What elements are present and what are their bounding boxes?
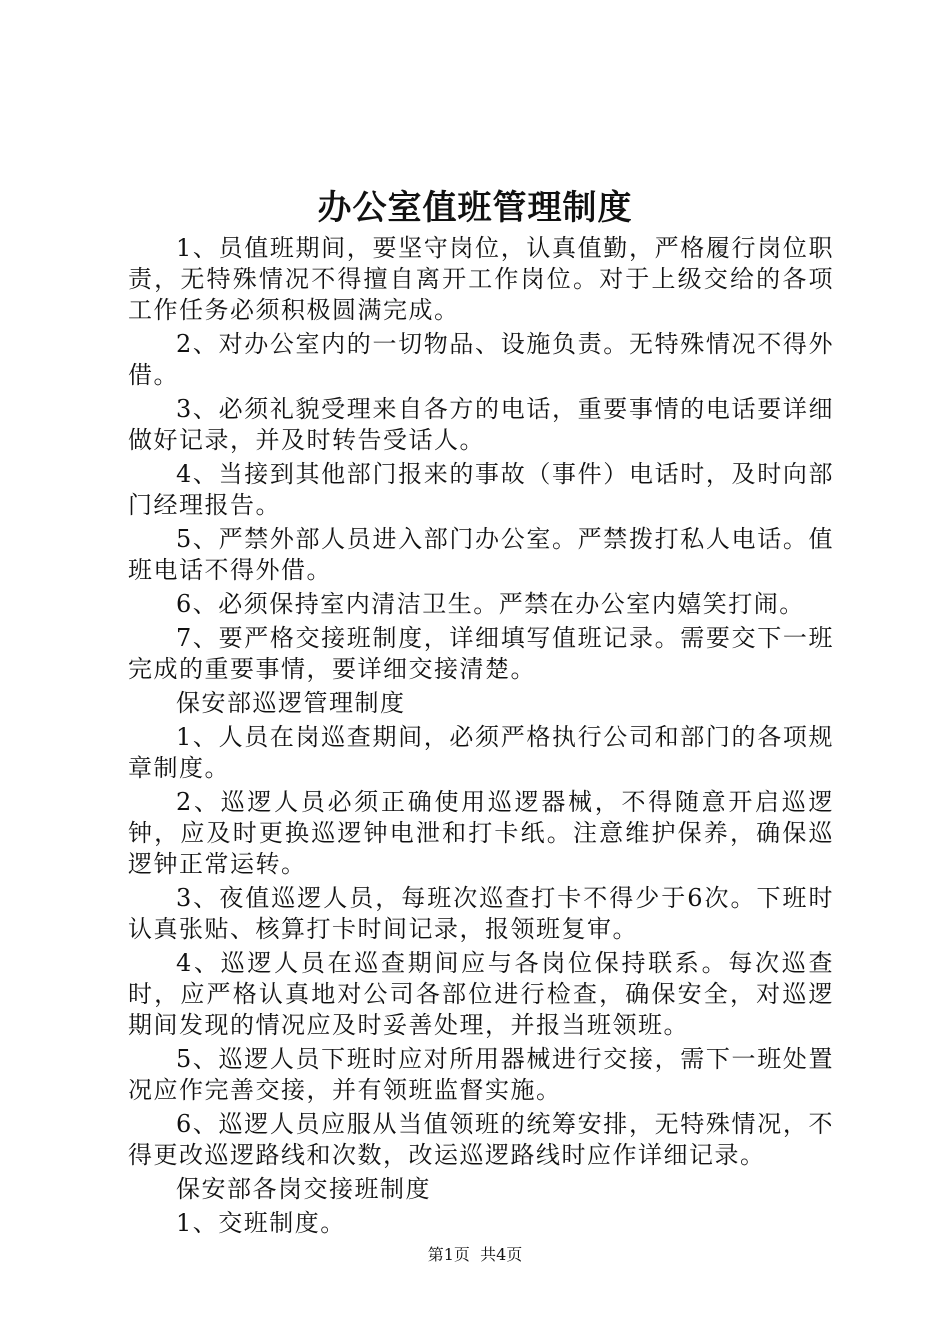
paragraph-4: 4、当接到其他部门报来的事故（事件）电话时，及时向部门经理报告。 [128,460,834,519]
paragraph-2: 2、对办公室内的一切物品、设施负责。无特殊情况不得外借。 [128,330,834,389]
document-body [128,233,834,1242]
paragraph-7: 7、要严格交接班制度，详细填写值班记录。需要交下一班完成的重要事情，要详细交接清楚。 [128,624,834,683]
paragraph-5: 5、严禁外部人员进入部门办公室。严禁拨打私人电话。值班电话不得外借。 [128,525,834,584]
paragraph-11: 4、巡逻人员在巡查期间应与各岗位保持联系。每次巡查时，应严格认真地对公司各部位进行检查，确保安全，对巡逻期间发现的情况应及时妥善处理，并报当班领班。 [128,949,834,1039]
page-footer: 第1页 共4页 [427,1245,523,1264]
paragraph-3: 3、必须礼貌受理来自各方的电话，重要事情的电话要详细做好记录，并及时转告受话人。 [128,395,834,454]
paragraph-6: 6、必须保持室内清洁卫生。严禁在办公室内嬉笑打闹。 [176,590,805,618]
paragraph-10: 3、夜值巡逻人员，每班次巡查打卡不得少于6次。下班时认真张贴、核算打卡时间记录，报领班复审。 [128,884,834,943]
paragraph-1: 1、员值班期间，要坚守岗位，认真值勤，严格履行岗位职责，无特殊情况不得擅自离开工作岗位。对于上级交给的各项工作任务必须积极圆满完成。 [128,234,834,324]
document-title: 办公室值班管理制度 [317,188,633,228]
paragraph-9: 2、巡逻人员必须正确使用巡逻器械，不得随意开启巡逻钟，应及时更换巡逻钟电泄和打卡纸。注意维护保养，确保巡逻钟正常运转。 [128,788,834,878]
paragraph-14: 1、交班制度。 [176,1209,346,1237]
paragraph-12: 5、巡逻人员下班时应对所用器械进行交接，需下一班处置况应作完善交接，并有领班监督实施。 [128,1045,834,1104]
paragraph-13: 6、巡逻人员应服从当值领班的统筹安排，无特殊情况，不得更改巡逻路线和次数，改运巡逻路线时应作详细记录。 [128,1110,834,1169]
section-heading-handover: 保安部各岗交接班制度 [176,1175,431,1203]
section-heading-patrol: 保安部巡逻管理制度 [176,689,406,717]
paragraph-8: 1、人员在岗巡查期间，必须严格执行公司和部门的各项规章制度。 [128,723,834,782]
